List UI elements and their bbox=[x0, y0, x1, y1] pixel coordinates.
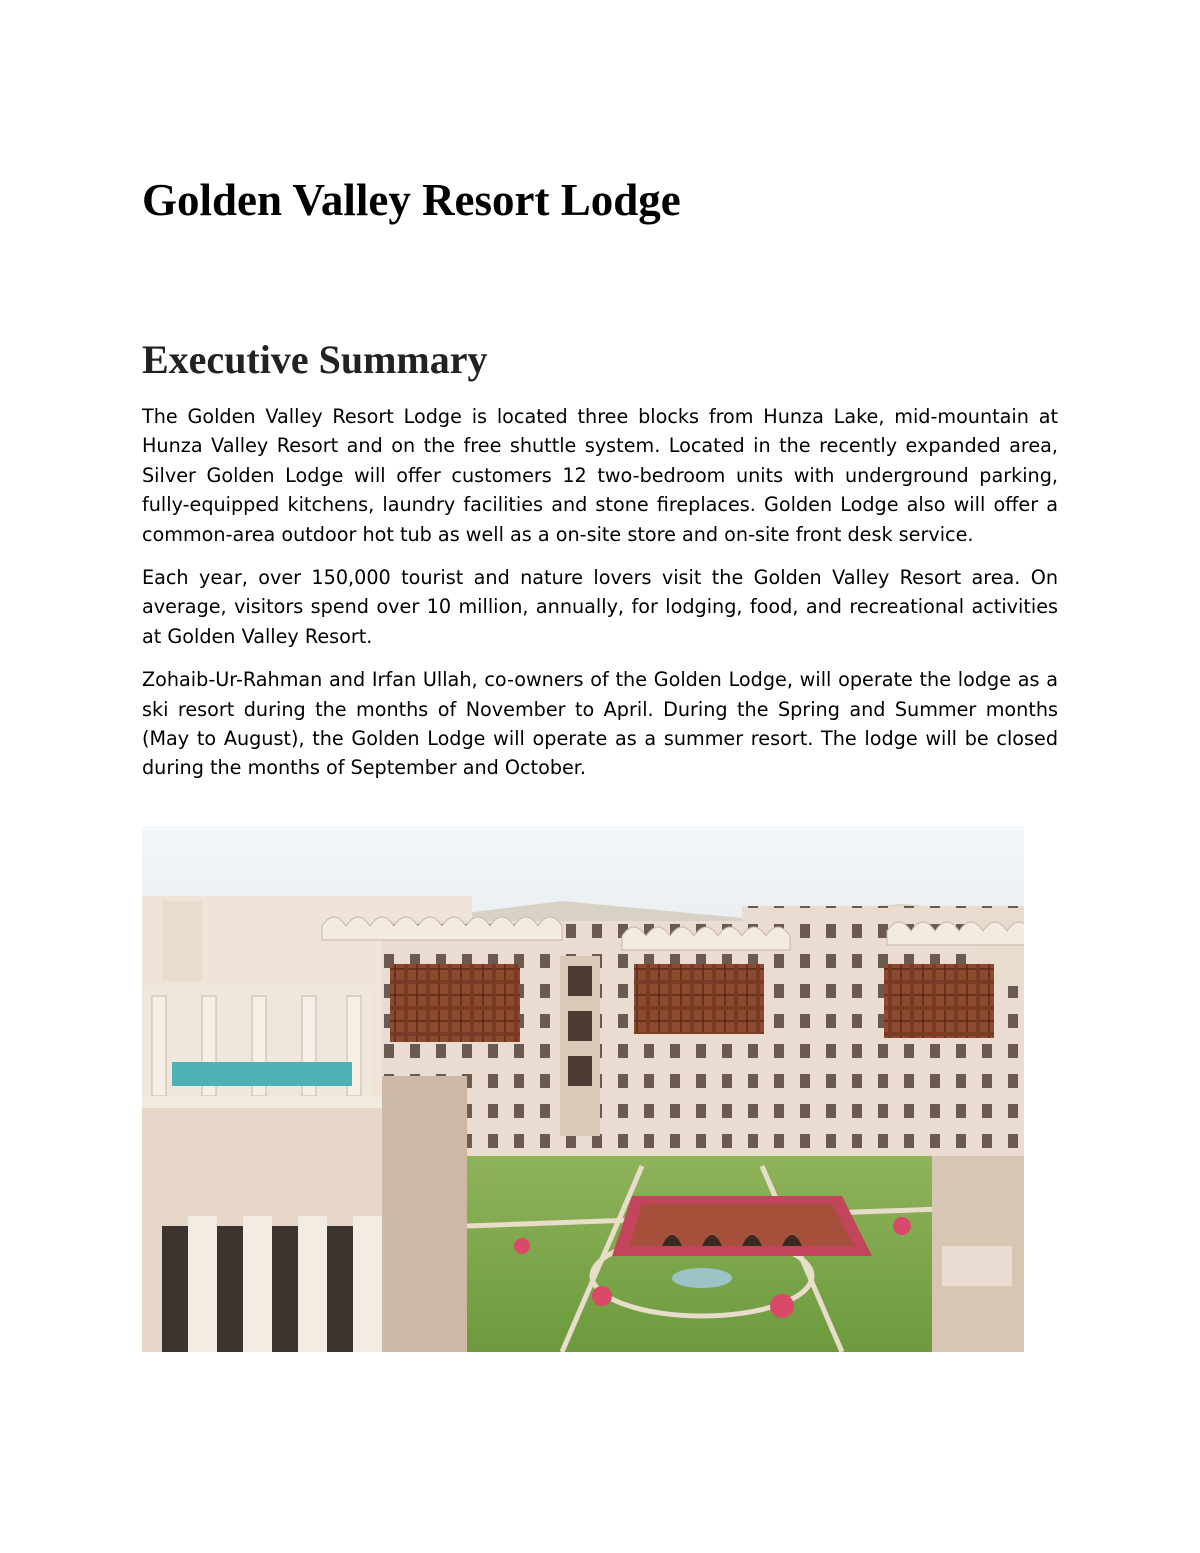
wood-screen-right bbox=[884, 964, 994, 1038]
wood-screen-center bbox=[634, 964, 764, 1034]
wood-screen-left bbox=[390, 964, 520, 1042]
document-body bbox=[142, 402, 1058, 797]
pool bbox=[172, 1062, 352, 1086]
section-heading-executive-summary: Executive Summary bbox=[142, 337, 488, 382]
resort-photo bbox=[142, 826, 1024, 1352]
paragraph-owners: Zohaib-Ur-Rahman and Irfan Ullah, co-owners of the Golden Lodge, will operate the lodge as a ski resort during the months of November to April. During the Spring and Summer months (May to August), the Golden Lodge will operate as a summer resort. The lodge will be closed during the months of September and October. bbox=[142, 668, 1058, 780]
document-title: Golden Valley Resort Lodge bbox=[142, 175, 681, 225]
tower-left bbox=[162, 901, 202, 981]
paragraph-location: The Golden Valley Resort Lodge is located three blocks from Hunza Lake, mid-mountain at Hunza Valley Resort and on the free shuttle system. Located in the recently expanded area, Silver Golden Lodge will offer customers 12 two-bedroom units with underground parking, fully-equipped kitchens, laundry facilities and stone fireplaces. Golden Lodge also will offer a common-area outdoor hot tub as well as a on-site store and on-site front desk service. bbox=[142, 405, 1058, 546]
fountain bbox=[672, 1268, 732, 1288]
paragraph-visitors: Each year, over 150,000 tourist and nature lovers visit the Golden Valley Resort area. On average, visitors spend over 10 million, annually, for lodging, food, and recreational activities at Golden Valley Resort. bbox=[142, 566, 1058, 648]
foreground-side-wall bbox=[382, 1076, 467, 1352]
